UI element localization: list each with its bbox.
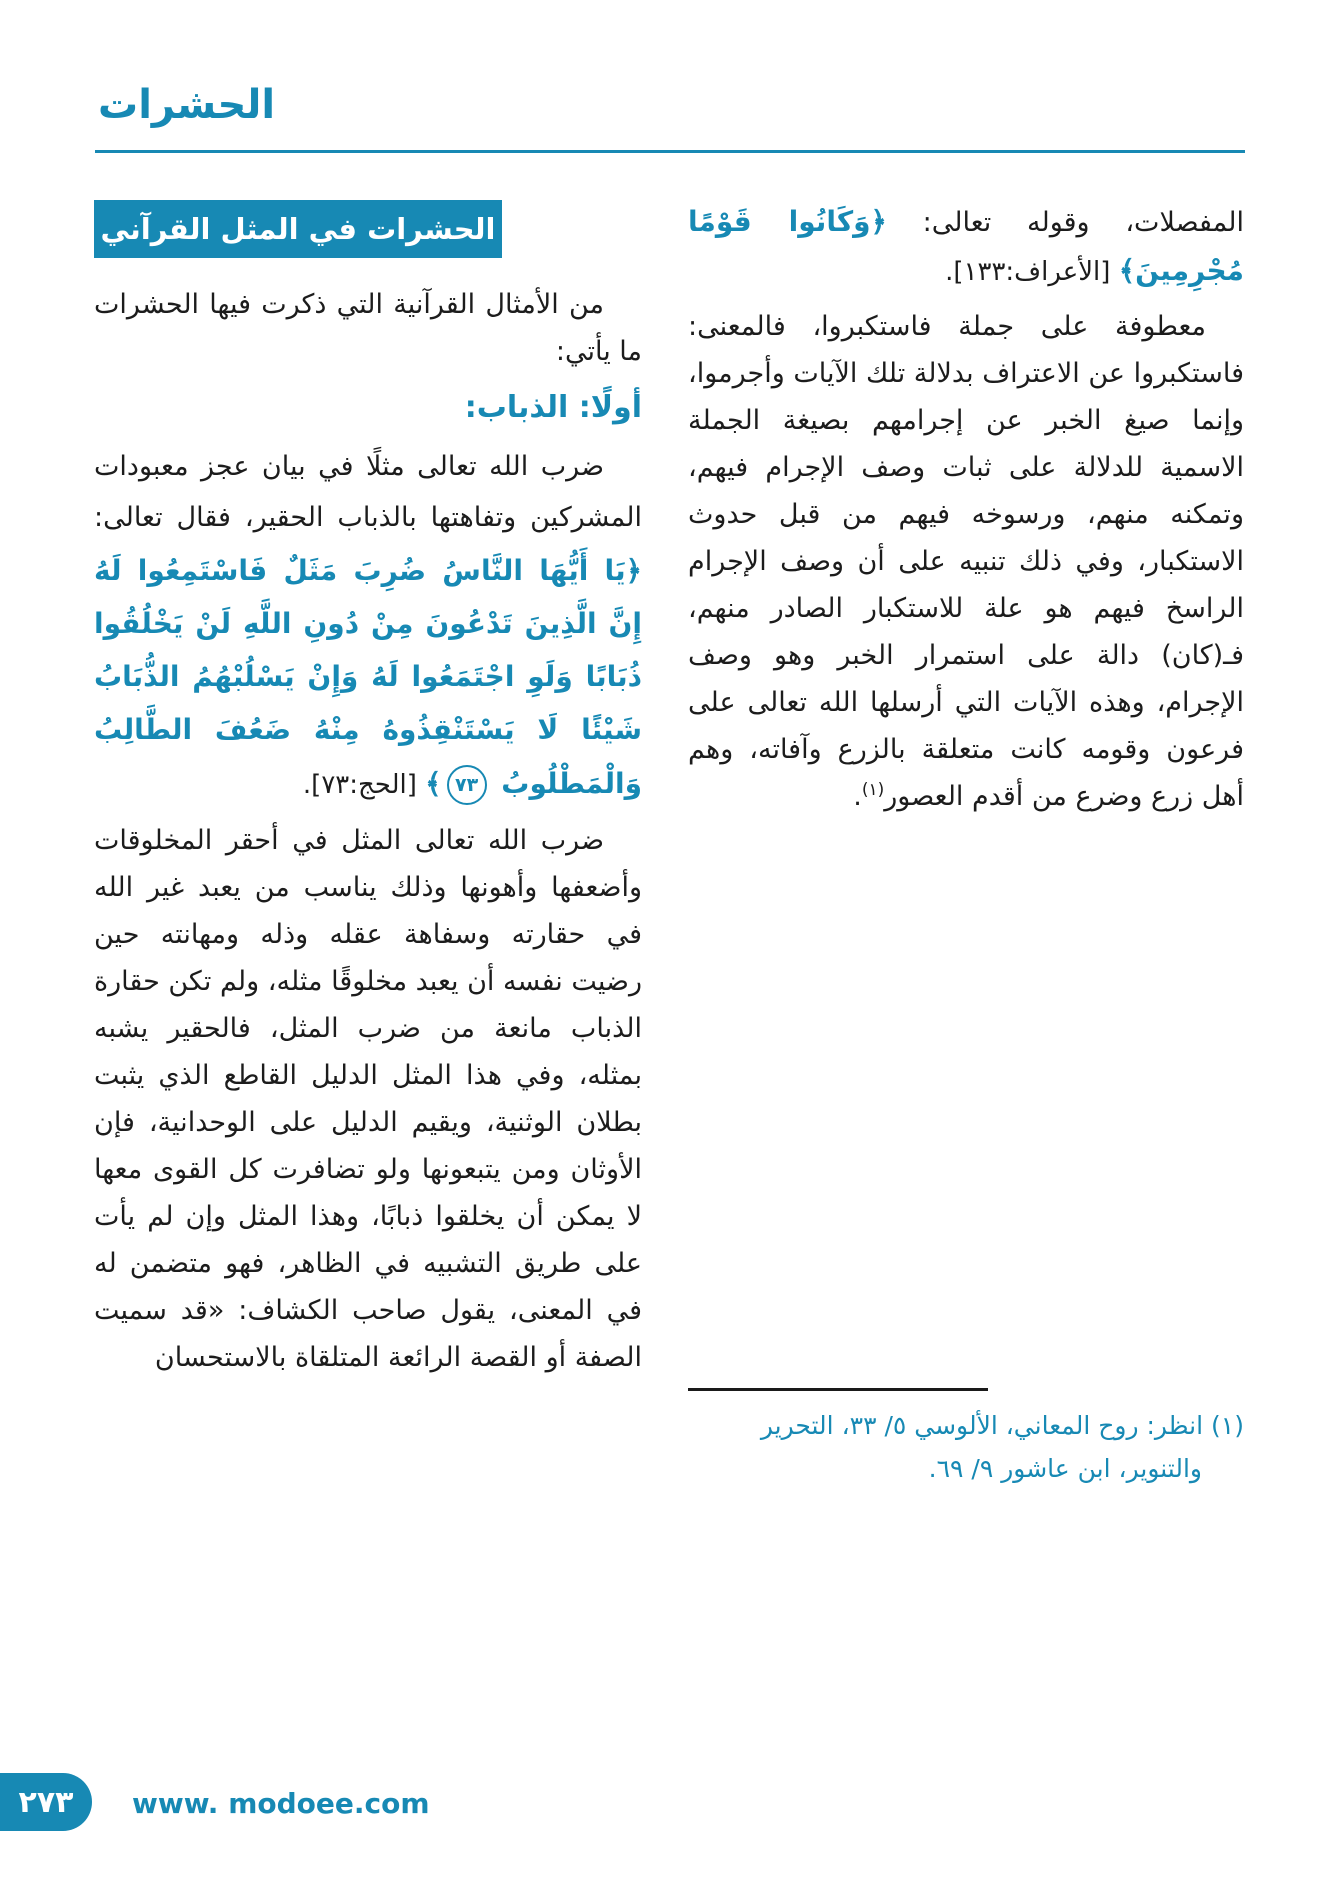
paragraph-commentary xyxy=(688,304,1244,821)
verse-reference-hajj: [الحج:٧٣]. xyxy=(302,769,426,800)
column-right xyxy=(688,198,1244,1490)
quran-verse-araf: ﴿وَكَانُوا قَوْمًا مُجْرِمِينَ﴾ xyxy=(688,205,1244,287)
footnote-text: (١) انظر: روح المعاني، الألوسي ٥/ ٣٣، التحرير والتنوير، ابن عاشور ٩/ ٦٩. xyxy=(760,1411,1244,1483)
body-text: المفصلات، وقوله تعالى: xyxy=(886,207,1244,238)
footnote-marker: (١) xyxy=(861,779,885,800)
page-number-tab: ٢٧٣ xyxy=(0,1773,92,1831)
body-text: ضرب الله تعالى مثلًا في بيان عجز معبودات المشركين وتفاهتها بالذباب الحقير، فقال تعالى: xyxy=(94,450,642,534)
footnote-separator xyxy=(688,1388,988,1391)
website-link[interactable]: www. modoee.com xyxy=(132,1787,430,1820)
paragraph-intro: من الأمثال القرآنية التي ذكرت فيها الحشرات ما يأتي: xyxy=(94,289,642,367)
paragraph-continuation xyxy=(688,198,1244,296)
quran-verse-hajj: ﴿يَا أَيُّهَا النَّاسُ ضُرِبَ مَثَلٌ فَاسْتَمِعُوا لَهُ إِنَّ الَّذِينَ تَدْعُونَ مِنْ دُونِ اللَّهِ لَنْ يَخْلُقُوا ذُبَابًا وَلَوِ اجْتَمَعُوا لَهُ وَإِنْ يَسْلُبْهُمُ الذُّبَابُ شَيْئًا لَا يَسْتَنْقِذُوهُ مِنْهُ ضَعُفَ الطَّالِبُ وَالْمَطْلُوبُ xyxy=(94,553,642,800)
content-columns xyxy=(94,198,1244,1490)
verse-reference-araf: [الأعراف:١٣٣]. xyxy=(945,256,1119,287)
paragraph-explanation: ضرب الله تعالى المثل في أحقر المخلوقات وأضعفها وأهونها وذلك يناسب من يعبد غير الله في حقارته وسفاهة عقله وذله ومهانته حين رضيت نفسه أن يعبد مخلوقًا مثله، ولم تكن حقارة الذباب مانعة من ضرب المثل، فالحقير يشبه بمثله، وفي هذا المثل الدليل القاطع الذي يثبت بطلان الوثنية، ويقيم الدليل على الوحدانية، فإن الأوثان ومن يتبعونها ولو تضافرت كل القوى معها لا يمكن أن يخلقوا ذبابًا، وهذا المثل وإن لم يأت على طريق التشبيه في الظاهر، فهو متضمن له في المعنى، يقول صاحب الكشاف: «قد سميت الصفة أو القصة الرائعة المتلقاة بالاستحسان xyxy=(94,825,642,1373)
footnote-area xyxy=(688,1388,1244,1490)
quran-close-bracket: ﴾ xyxy=(425,766,442,800)
paragraph-with-verse xyxy=(94,441,642,810)
running-head-title: الحشرات xyxy=(98,82,276,128)
column-left xyxy=(94,198,642,1490)
subheading-flies: أولًا: الذباب: xyxy=(464,389,642,425)
header-rule xyxy=(95,150,1245,153)
ayah-number-medallion: ٧٣ xyxy=(447,765,487,805)
body-text: . xyxy=(853,780,862,812)
section-title-box: الحشرات في المثل القرآني xyxy=(94,200,502,258)
body-text: معطوفة على جملة فاستكبروا، فالمعنى: فاستكبروا عن الاعتراف بدلالة تلك الآيات وأجرموا، وإنما صيغ الخبر عن إجرامهم بصيغة الجملة الاسمية للدلالة على ثبات وصف الإجرام فيهم، وتمكنه منهم، ورسوخه فيهم من قبل حدوث الاستكبار، وفي ذلك تنبيه على أن وصف الإجرام الراسخ فيهم هو علة للاستكبار الصادر منهم، فـ(كان) دالة على استمرار الخبر وهو وصف الإجرام، وهذه الآيات التي أرسلها الله تعالى على فرعون وقومه كانت متعلقة بالزرع وآفاته، وهم أهل زرع وضرع من أقدم العصور xyxy=(688,310,1244,812)
